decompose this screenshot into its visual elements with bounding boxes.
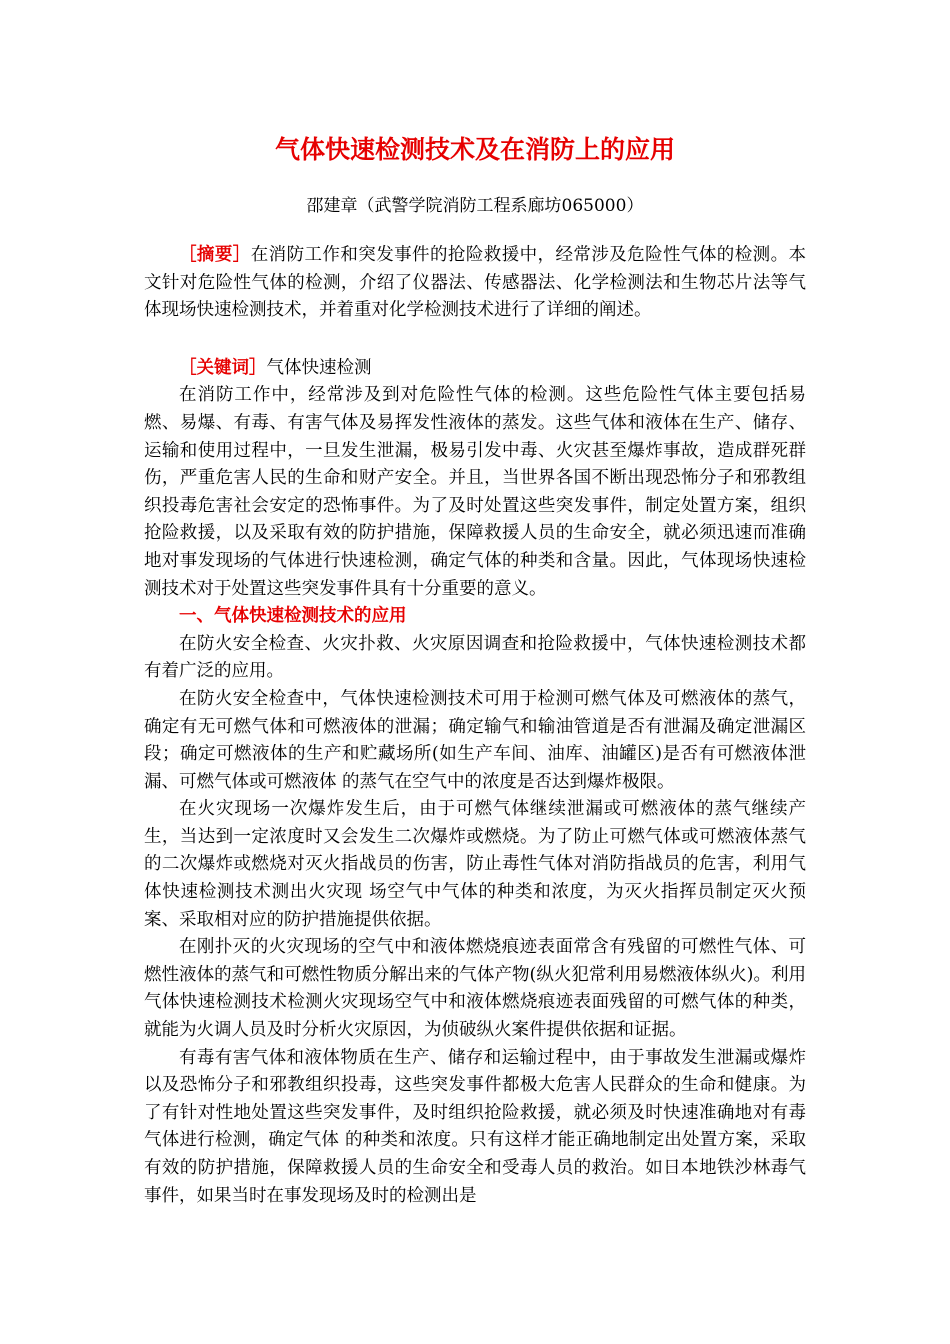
section1-paragraph: 在防火安全检查中，气体快速检测技术可用于检测可燃气体及可燃液体的蒸气，确定有无可燃气体和可燃液体的泄漏；确定输气和输油管道是否有泄漏及确定泄漏区段；确定可燃液体的生产和贮藏场所(如生产车间、油库、油罐区)是否有可燃液体泄漏、可燃气体或可燃液体 的蒸气在空气中的浓度是否达到爆炸极限。 <box>144 688 806 792</box>
author-line: 邵建章（武警学院消防工程系廊坊065000） <box>306 196 644 216</box>
section-heading-1: 一、气体快速检测技术的应用 <box>179 606 407 627</box>
intro-paragraph: 在消防工作中，经常涉及到对危险性气体的检测。这些危险性气体主要包括易燃、易爆、有毒、有害气体及易挥发性液体的蒸发。这些气体和液体在生产、储存、运输和使用过程中，一旦发生泄漏，极易引发中毒、火灾甚至爆炸事故，造成群死群伤，严重危害人民的生命和财产安全。并且，当世界各国不断出现恐怖分子和邪教组织投毒危害社会安定的恐怖事件。为了及时处置这些突发事件，制定处置方案，组织抢险救援，以及采取有效的防护措施，保障救援人员的生命安全，就必须迅速而准确地对事发现场的气体进行快速检测，确定气体的种类和含量。因此，气体现场快速检测技术对于处置这些突发事件具有十分重要的意义。 <box>144 385 806 599</box>
keywords-text: 气体快速检测 <box>266 357 372 378</box>
document-page <box>144 128 806 1210</box>
keywords-paragraph <box>144 355 806 383</box>
abstract-paragraph <box>144 242 806 325</box>
abstract-label: ［摘要］ <box>179 245 251 265</box>
section1-paragraph: 在防火安全检查、火灾扑救、火灾原因调查和抢险救援中，气体快速检测技术都有着广泛的应用。 <box>144 633 806 682</box>
keywords-label: ［关键词］ <box>179 357 267 378</box>
paper-title: 气体快速检测技术及在消防上的应用 <box>274 135 675 164</box>
abstract-text: 在消防工作和突发事件的抢险救援中，经常涉及危险性气体的检测。本文针对危险性气体的检测，介绍了仪器法、传感器法、化学检测法和生物芯片法等气体现场快速检测技术，并着重对化学检测技术进行了详细的阐述。 <box>144 245 807 321</box>
section1-paragraph: 在火灾现场一次爆炸发生后，由于可燃气体继续泄漏或可燃液体的蒸气继续产生，当达到一定浓度时又会发生二次爆炸或燃烧。为了防止可燃气体或可燃液体蒸气的二次爆炸或燃烧对灭火指战员的伤害，防止毒性气体对消防指战员的危害，利用气体快速检测技术测出火灾现 场空气中气体的种类和浓度，为灭火指挥员制定灭火预案、采取相对应的防护措施提供依据。 <box>144 799 806 930</box>
section1-paragraph: 在刚扑灭的火灾现场的空气中和液体燃烧痕迹表面常含有残留的可燃性气体、可燃性液体的蒸气和可燃性物质分解出来的气体产物(纵火犯常利用易燃液体纵火)。利用气体快速检测技术检测火灾现场空气中和液体燃烧痕迹表面残留的可燃气体的种类，就能为火调人员及时分析火灾原因，为侦破纵火案件提供依据和证据。 <box>144 937 806 1041</box>
section1-paragraph: 有毒有害气体和液体物质在生产、储存和运输过程中，由于事故发生泄漏或爆炸以及恐怖分子和邪教组织投毒，这些突发事件都极大危害人民群众的生命和健康。为了有针对性地处置这些突发事件，及时组织抢险救援，就必须及时快速准确地对有毒气体进行检测，确定气体 的种类和浓度。只有这样才能正确地制定出处置方案，采取有效的防护措施，保障救援人员的生命安全和受毒人员的救治。如日本地铁沙林毒气事件，如果当时在事发现场及时的检测出是 <box>144 1047 806 1206</box>
